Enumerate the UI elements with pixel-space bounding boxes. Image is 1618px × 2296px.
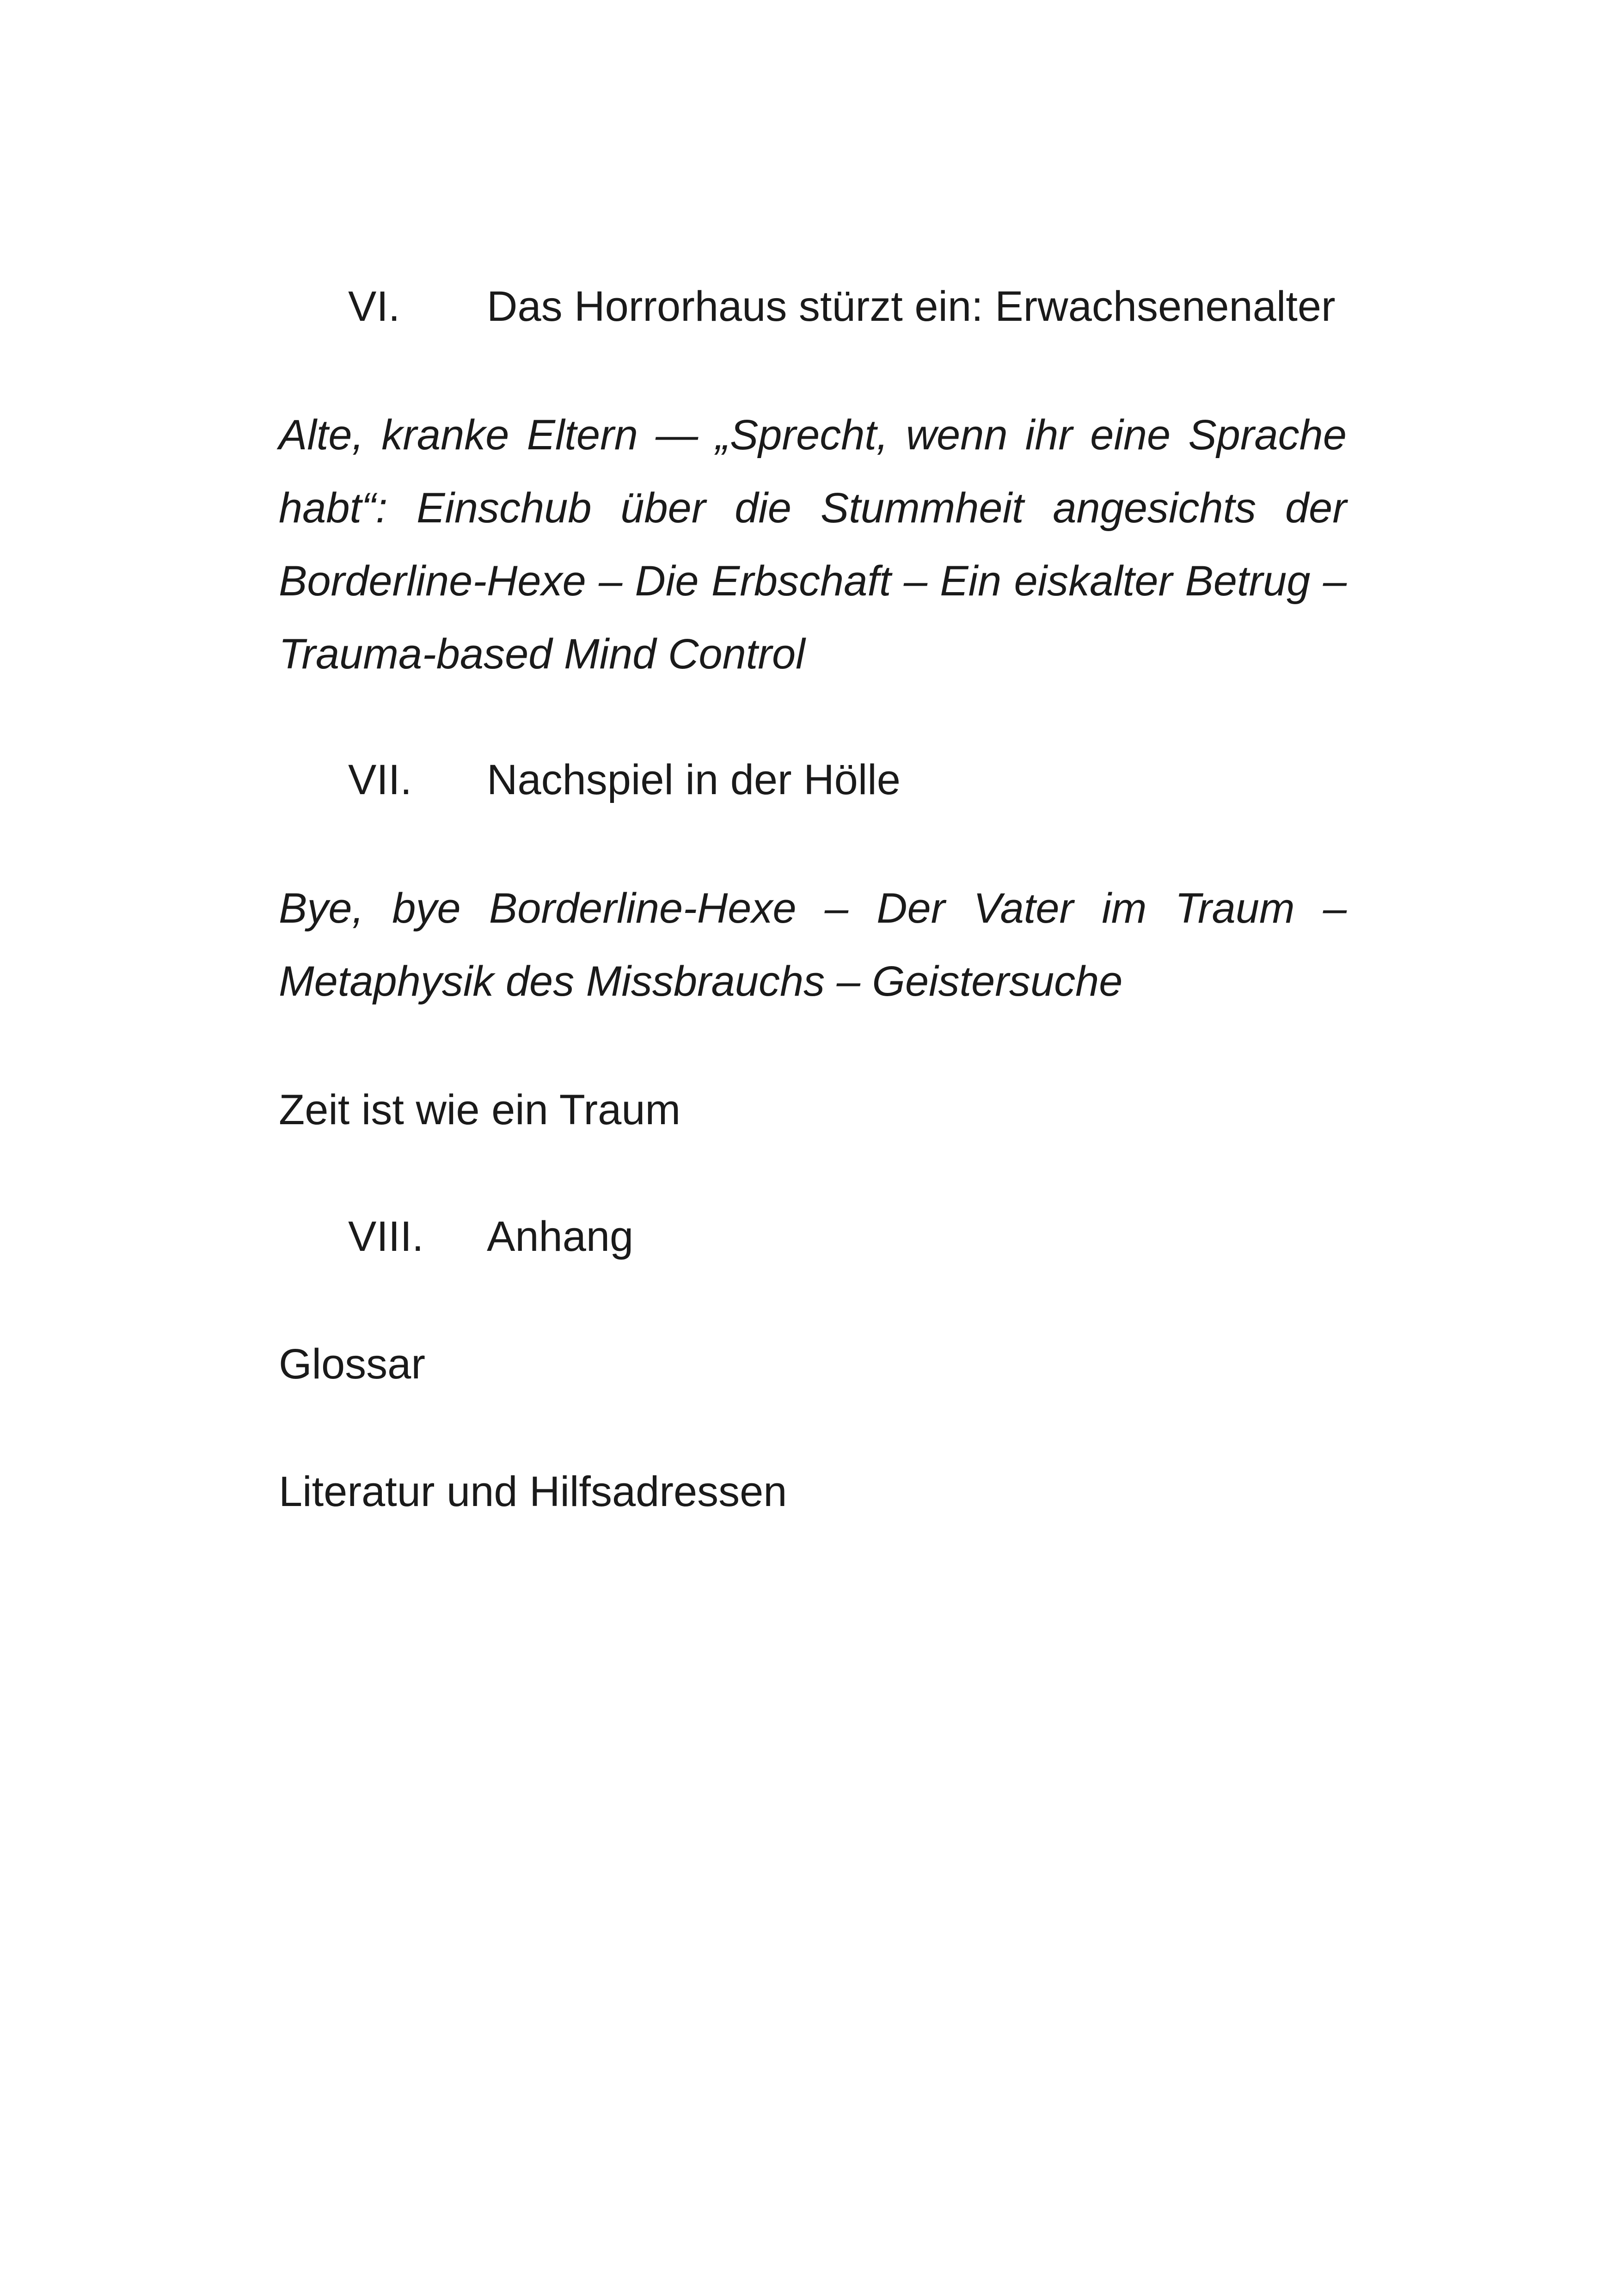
- appendix-item-literature: Literatur und Hilfsadressen: [279, 1468, 787, 1515]
- chapter-title: Das Horrorhaus stürzt ein: Erwachsenenalter: [487, 283, 1336, 330]
- chapter-number: VII.: [348, 756, 412, 803]
- chapter-number: VIII.: [348, 1213, 424, 1260]
- chapter-title: Anhang: [487, 1213, 634, 1260]
- epilogue-heading: Zeit ist wie ein Traum: [279, 1086, 681, 1133]
- chapter-summary: Alte, kranke Eltern — „Sprecht, wenn ihr eine Sprache habt“: Einschub über die Stummheit angesichts der Borderline-Hexe – Die Erbschaft – Ein eiskalter Betrug – Trauma-based Mind Control: [279, 411, 1347, 678]
- chapter-summary: Bye, bye Borderline-Hexe – Der Vater im Traum – Metaphysik des Missbrauchs – Geistersuche: [279, 885, 1347, 1005]
- chapter-number: VI.: [348, 283, 400, 330]
- appendix-item-glossary: Glossar: [279, 1341, 425, 1388]
- chapter-title: Nachspiel in der Hölle: [487, 756, 901, 803]
